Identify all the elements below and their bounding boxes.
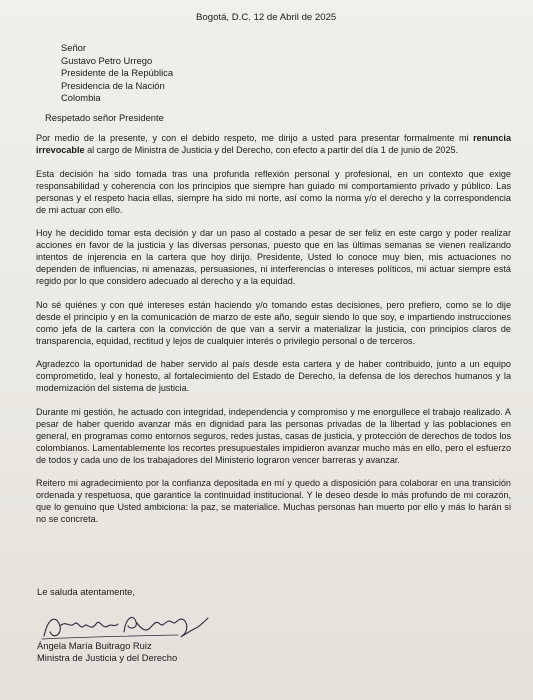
recipient-line: Presidencia de la Nación (61, 79, 165, 91)
paragraph: Reitero mi agradecimiento por la confianza depositada en mí y quedo a disposición para colaborar en una transición ordenada y respetuosa, que garantice la continuidad institucional. Y le deseo desde lo más profundo de mi corazón, que lo genuino que Usted ambiciona: la paz, se materialice. Muchas personas han muerto por ello y más lo harán si no se concreta. (36, 478, 511, 524)
paragraph: Agradezco la oportunidad de haber servido al país desde esta cartera y de haber contribuido, junto a un equipo comprometido, leal y honesto, al fortalecimiento del Estado de Derecho, la defensa de los derechos humanos y la modernización del sistema de justicia. (36, 359, 511, 393)
paragraph-text: al cargo de Ministra de Justicia y del Derecho, con efecto a partir del día 1 de junio de 2025. (87, 145, 459, 155)
recipient-line: Colombia (61, 92, 101, 104)
recipient-line: Gustavo Petro Urrego (61, 54, 153, 66)
paragraph-text: Por medio de la presente, y con el debido respeto, me dirijo a usted para presentar formalmente mi (36, 133, 469, 143)
recipient-block (61, 42, 173, 105)
closing: Le saluda atentamente, (37, 586, 135, 597)
signer-role: Ministra de Justicia y del Derecho (37, 652, 178, 663)
paragraph: Durante mi gestión, he actuado con integridad, independencia y compromiso y me enorgullece el trabajo realizado. A pesar de haber querido avanzar más en dignidad para las personas privadas de la libertad y las poblaciones en general, en programas como entornos seguros, redes justas, casas de justicia, y protección de derechos de todos los colombianos. Lamentablemente los recortes presupuestales impidieron avanzar mucho más en ello, pero el esfuerzo de todos y cada uno de los trabajadores del Ministerio lograron vencer barreras y avanzar. (36, 406, 511, 465)
greeting: Respetado señor Presidente (45, 112, 164, 123)
recipient-line: Presidente de la República (61, 67, 174, 79)
paragraph (36, 132, 511, 156)
letter-date: Bogotá, D.C. 12 de Abril de 2025 (196, 12, 337, 23)
paragraph: Hoy he decidido tomar esta decisión y dar un paso al costado a pesar de ser feliz en este cargo y poder realizar acciones en favor de la justicia y las diversas personas, puesto que en las últimas semanas se vienen realizando intentos de injerencia en la cartera que hoy dirijo. Presidente, Usted lo conoce muy bien, mis actuaciones no dependen de influencias, ni amenazas, persuasiones, ni interferencias o intereses políticos, mi actuar siempre está regido por lo que considero adecuado al derecho y a la equidad. (36, 228, 511, 286)
paragraph: Esta decisión ha sido tomada tras una profunda reflexión personal y profesional, en un contexto que exige responsabilidad y coherencia con los principios que siempre han guiado mi comportamiento privado y público. Las personas y el respeto hacia ellas, siempre ha sido mi norte, así como la norma y/o el derecho y la correspondencia de mi actuar con ello. (36, 168, 511, 215)
paragraph: No sé quiénes y con qué intereses están haciendo y/o tomando estas decisiones, pero prefiero, como se lo dije desde el principio y en la comunicación de marzo de este año, seguir siendo lo que soy, e impartiendo instrucciones como jefa de la cartera con la convicción de que van a servir a materializar la justicia, con principios claros de transparencia, equidad, rectitud y lejos de cualquier interés o privilegio personal o de terceros. (36, 299, 511, 346)
recipient-line: Señor (61, 42, 87, 53)
letter-body (36, 132, 511, 537)
signer-name: Ángela María Buitrago Ruiz (37, 640, 152, 651)
resignation-emphasis: renuncia irrevocable (36, 133, 511, 155)
